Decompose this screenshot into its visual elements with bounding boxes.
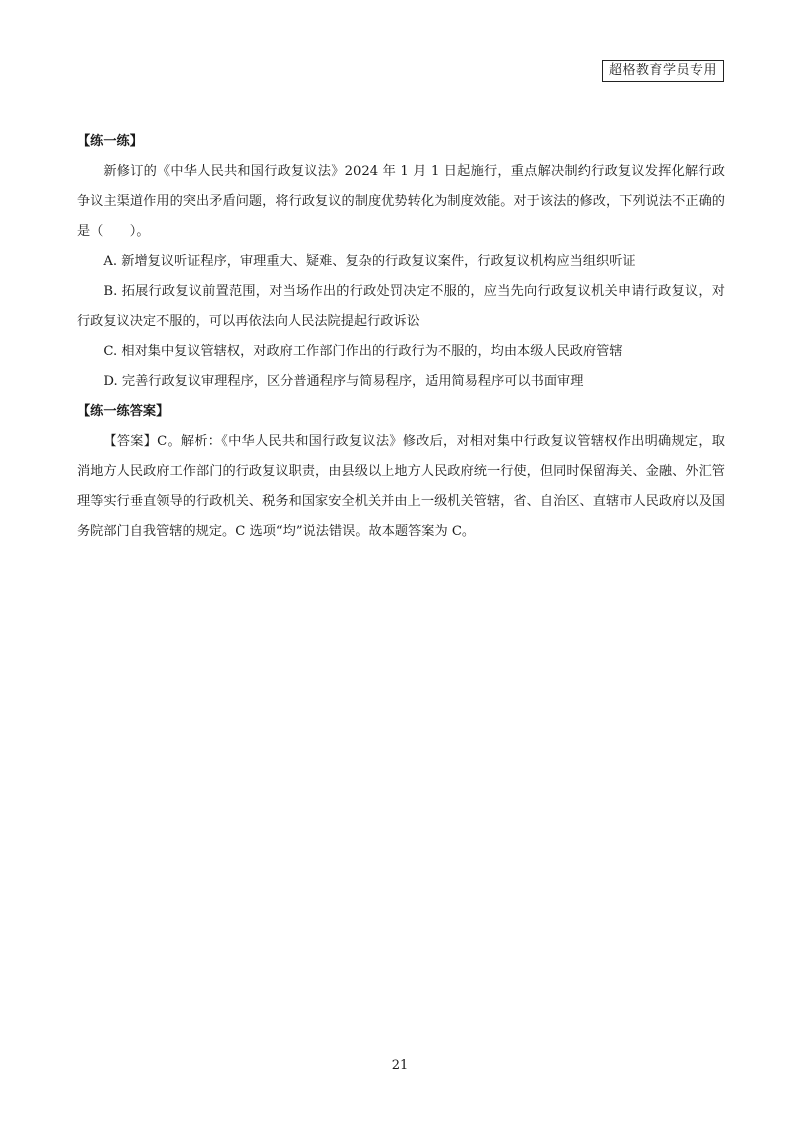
option-a: A. 新增复议听证程序，审理重大、疑难、复杂的行政复议案件，行政复议机构应当组织听证 (103, 254, 636, 269)
option-c: C. 相对集中复议管辖权，对政府工作部门作出的行政行为不服的，均由本级人民政府管辖 (103, 344, 623, 359)
practice-question: 新修订的《中华人民共和国行政复议法》2024 年 1 月 1 日起施行，重点解决制约行政复议发挥化解行政争议主渠道作用的突出矛盾问题，将行政复议的制度优势转化为制度效能。对于该法的修改，下列说法不正确的是（ ）。 (77, 164, 725, 239)
answer-title: 【练一练答案】 (77, 404, 170, 419)
document-body (77, 127, 725, 547)
practice-title: 【练一练】 (77, 134, 143, 149)
option-b: B. 拓展行政复议前置范围，对当场作出的行政处罚决定不服的，应当先向行政复议机关申请行政复议，对行政复议决定不服的，可以再依法向人民法院提起行政诉讼 (77, 284, 725, 329)
header-badge: 超格教育学员专用 (602, 60, 724, 82)
page-number: 21 (391, 1058, 409, 1073)
option-d: D. 完善行政复议审理程序，区分普通程序与简易程序，适用简易程序可以书面审理 (103, 374, 584, 389)
answer-text: 【答案】C。解析：《中华人民共和国行政复议法》修改后，对相对集中行政复议管辖权作出明确规定，取消地方人民政府工作部门的行政复议职责，由县级以上地方人民政府统一行使，但同时保留海关、金融、外汇管理等实行垂直领导的行政机关、税务和国家安全机关并由上一级机关管辖，省、自治区、直辖市人民政府以及国务院部门自我管辖的规定。C 选项“均”说法错误。故本题答案为 C。 (77, 434, 725, 539)
